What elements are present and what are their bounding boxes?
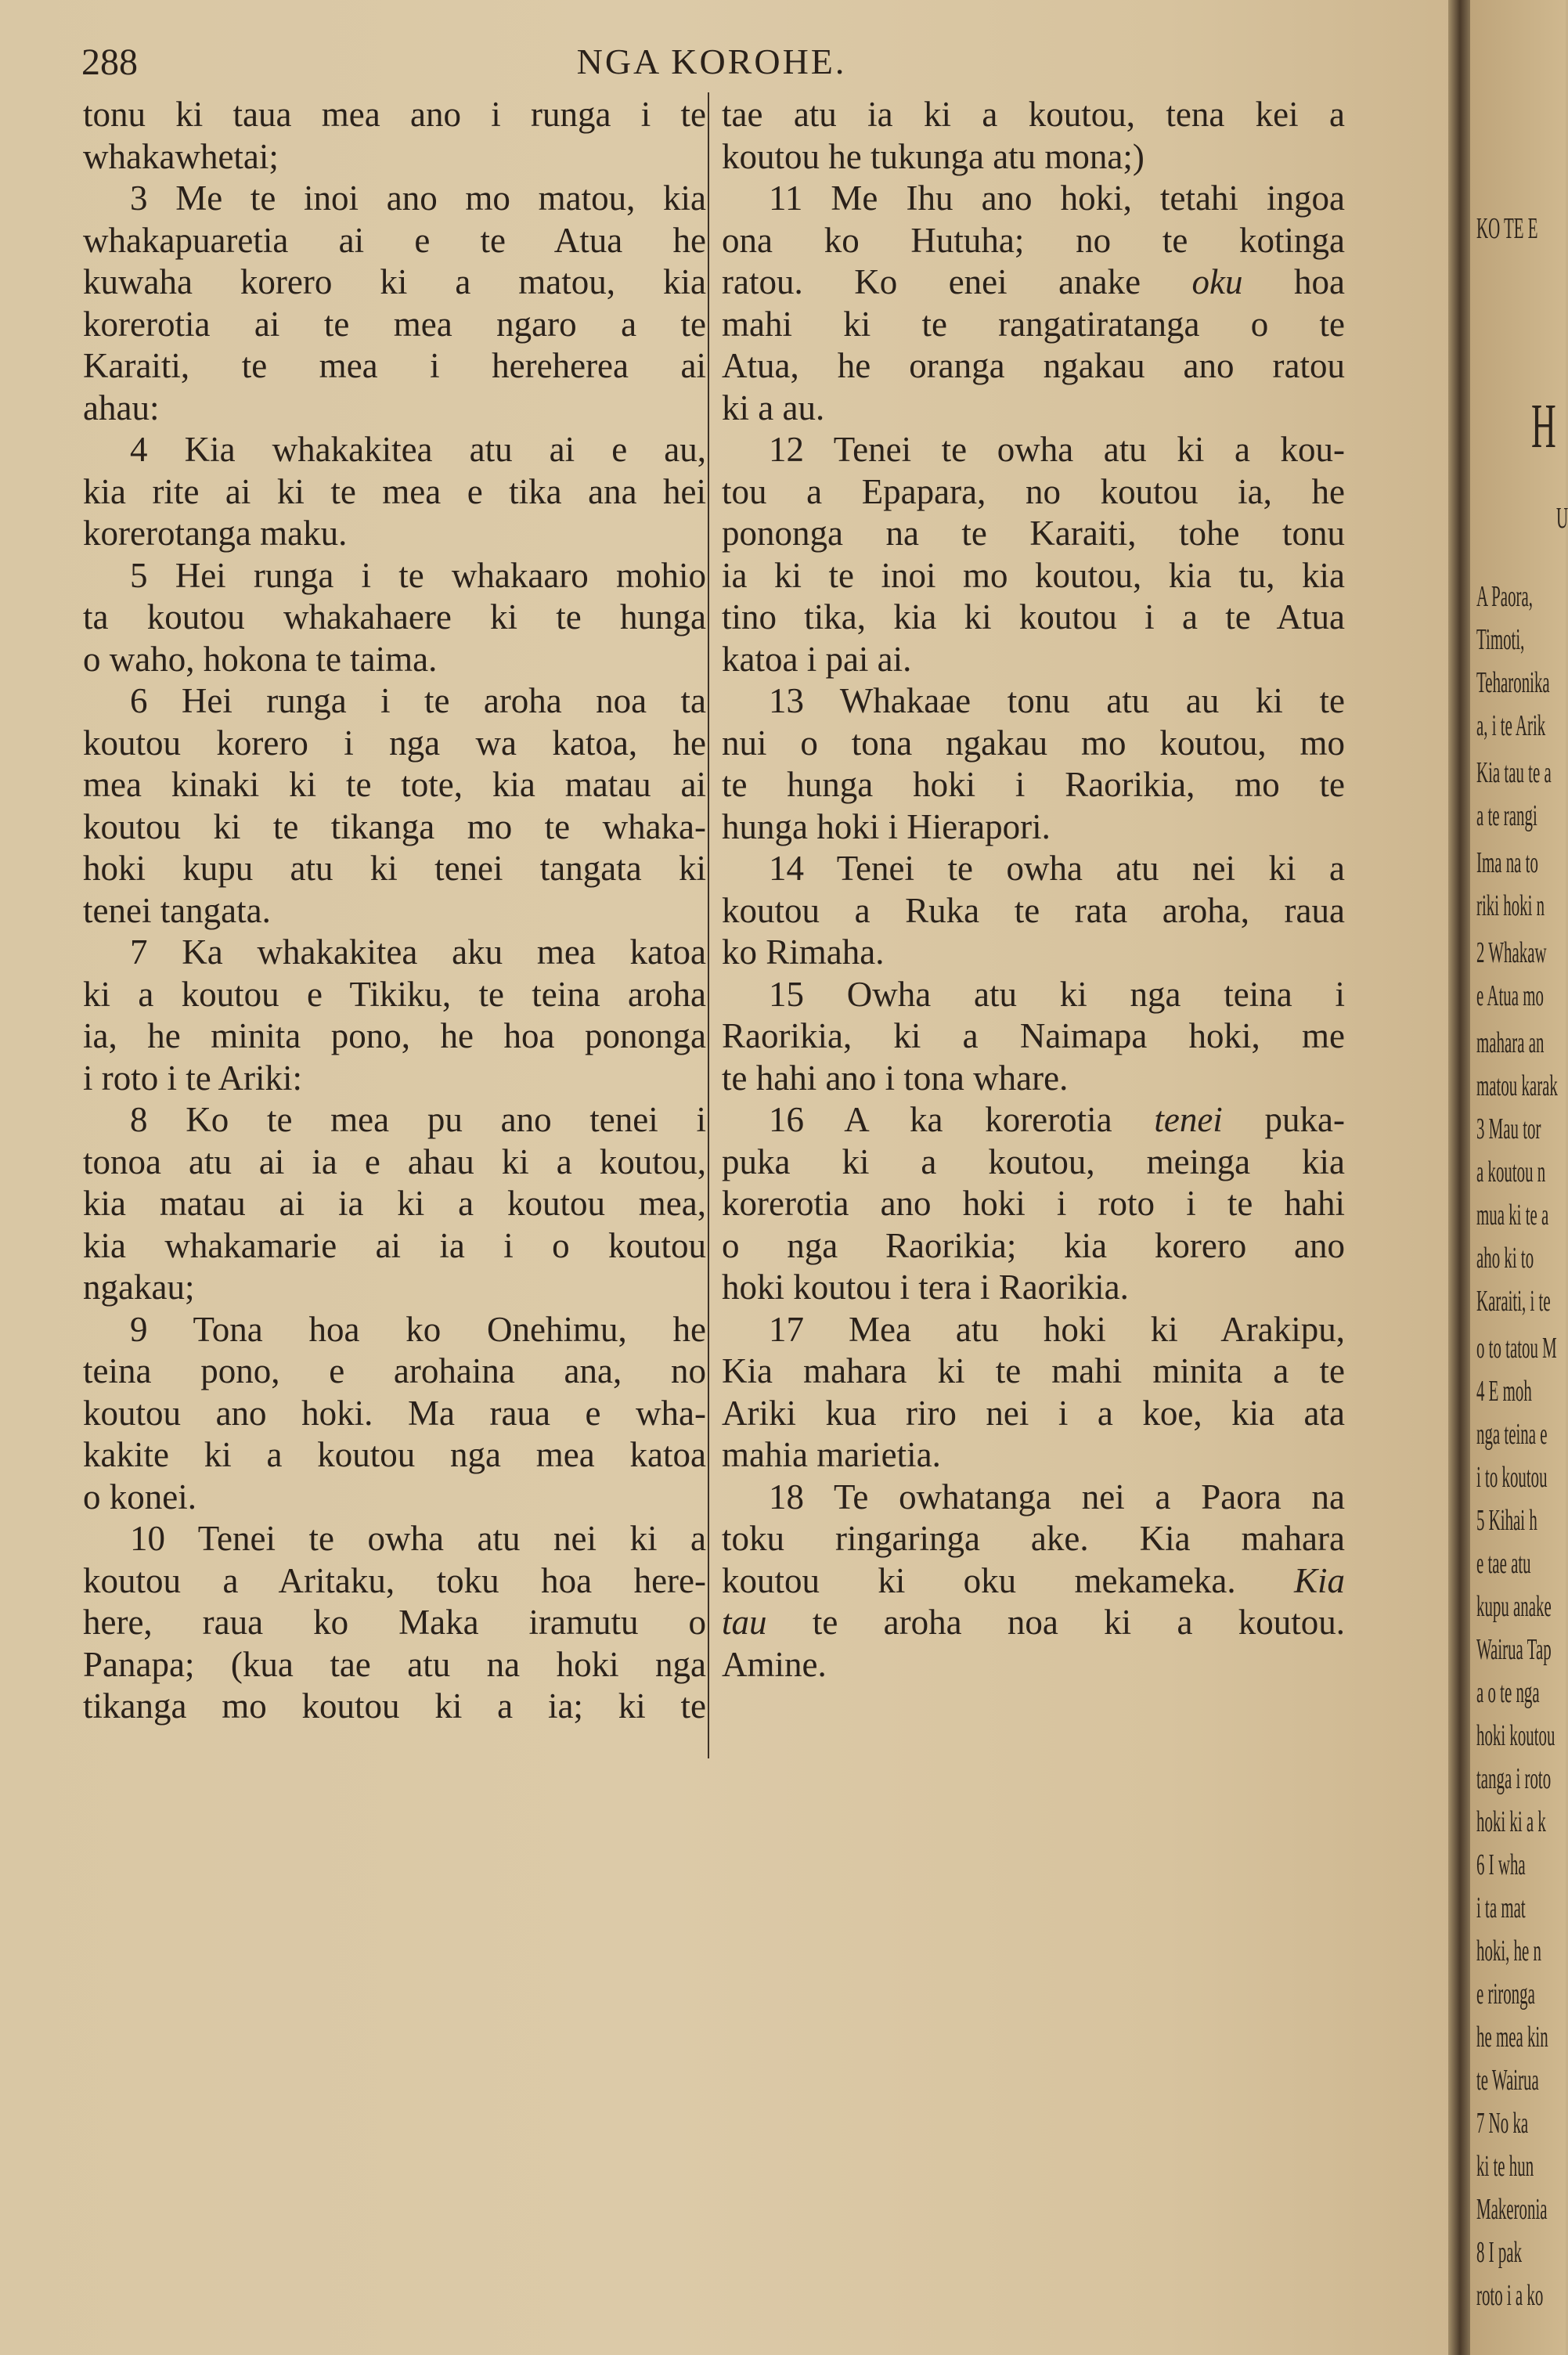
text-line: te hahi ano i tona whare. [722, 1058, 1069, 1098]
facing-page-text: Wairua Tap [1476, 1633, 1552, 1666]
text-line: koutou he tukunga atu mona;) [722, 136, 1144, 176]
text-line: puka ki a koutou, meinga kia [722, 1141, 1345, 1181]
facing-page-text: KO TE E [1476, 212, 1538, 245]
facing-page-text: riki hoki n [1476, 889, 1545, 922]
facing-page-text: 5 Kihai h [1476, 1504, 1537, 1537]
text-line: ia ki te inoi mo koutou, kia tu, kia [722, 555, 1345, 595]
text-line: koutou ki oku mekameka. Kia [722, 1560, 1345, 1600]
text-line: 6 Hei runga i te aroha noa ta [130, 681, 706, 720]
text-line: 10 Tenei te owha atu nei ki a [130, 1519, 706, 1558]
text-line: hoki koutou i tera i Raorikia. [722, 1268, 1129, 1307]
text-line: 11 Me Ihu ano hoki, tetahi ingoa [769, 179, 1345, 218]
facing-page-text: a, i te Arik [1476, 709, 1546, 742]
facing-page-text: 8 I pak [1476, 2236, 1523, 2269]
facing-page-text: matou karak [1476, 1069, 1558, 1102]
facing-page-text: Makeronia [1476, 2193, 1548, 2226]
text-line: koutou a Ruka te rata aroha, raua [722, 890, 1345, 930]
facing-page-text: hoki koutou [1476, 1719, 1555, 1752]
text-line: katoa i pai ai. [722, 639, 912, 679]
facing-page-text: te Wairua [1476, 2064, 1539, 2097]
facing-page-text: U [1556, 502, 1568, 535]
text-line: 17 Mea atu hoki ki Arakipu, [769, 1309, 1345, 1349]
text-line: i roto i te Ariki: [83, 1058, 302, 1098]
facing-page-text: a o te nga [1476, 1676, 1540, 1709]
text-line: o waho, hokona te taima. [83, 639, 438, 679]
text-line: kia whakamarie ai ia i o koutou [83, 1225, 706, 1265]
facing-page-text: mua ki te a [1476, 1199, 1549, 1232]
facing-page-text: i ta mat [1476, 1892, 1526, 1924]
text-line: Ariki kua riro nei i a koe, kia ata [722, 1393, 1345, 1433]
facing-page-text: e Atua mo [1476, 979, 1544, 1012]
facing-page-text: o to tatou M [1476, 1332, 1557, 1365]
book-gutter [1448, 0, 1472, 2355]
text-line: ngakau; [83, 1268, 195, 1307]
right-text-column [722, 94, 1345, 1686]
text-line: ona ko Hutuha; no te kotinga [722, 220, 1345, 260]
text-line: mahia marietia. [722, 1435, 941, 1474]
text-line: Atua, he oranga ngakau ano ratou [722, 346, 1345, 385]
running-title: NGA KOROHE. [576, 41, 847, 81]
text-line: kia matau ai ia ki a koutou mea, [83, 1184, 706, 1223]
text-line: ki a koutou e Tikiku, te teina aroha [83, 974, 706, 1014]
text-line: Kia mahara ki te mahi minita a te [722, 1351, 1345, 1390]
text-line: te hunga hoki i Raorikia, mo te [722, 765, 1345, 804]
facing-page-text: 6 I wha [1476, 1848, 1526, 1881]
text-line: nui o tona ngakau mo koutou, mo [722, 723, 1345, 763]
facing-page-text: hoki, he n [1476, 1935, 1542, 1967]
left-text-column [83, 94, 706, 1728]
facing-page-text: H [1531, 392, 1556, 461]
facing-page-text: e rironga [1476, 1978, 1535, 2011]
text-line: tenei tangata. [83, 890, 271, 930]
text-line: koutou ano hoki. Ma raua e wha- [83, 1393, 706, 1433]
text-line: koutou korero i nga wa katoa, he [83, 723, 706, 763]
text-line: o nga Raorikia; kia korero ano [722, 1225, 1345, 1265]
text-line: 14 Tenei te owha atu nei ki a [769, 849, 1345, 888]
text-line: 8 Ko te mea pu ano tenei i [130, 1100, 706, 1139]
facing-page-text: hoki ki a k [1476, 1805, 1546, 1838]
facing-page-edge [1470, 0, 1566, 2355]
facing-page-text: he mea kin [1476, 2021, 1548, 2054]
text-line: 5 Hei runga i te whakaaro mohio [130, 555, 706, 595]
text-line: tikanga mo koutou ki a ia; ki te [83, 1686, 706, 1726]
text-line: 4 Kia whakakitea atu ai e au, [130, 430, 706, 469]
text-line: tonoa atu ai ia e ahau ki a koutou, [83, 1141, 706, 1181]
text-line: 12 Tenei te owha atu ki a kou- [769, 430, 1345, 469]
text-line: koutou ki te tikanga mo te whaka- [83, 806, 706, 846]
facing-page-text: 2 Whakaw [1476, 936, 1547, 969]
facing-page-text: 4 E moh [1476, 1375, 1532, 1408]
text-line: 18 Te owhatanga nei a Paora na [769, 1477, 1345, 1517]
text-line: 9 Tona hoa ko Onehimu, he [130, 1309, 706, 1349]
text-line: kia rite ai ki te mea e tika ana hei [83, 471, 706, 511]
facing-page-text: i to koutou [1476, 1461, 1548, 1494]
facing-page-text: kupu anake [1476, 1590, 1552, 1623]
facing-page-text: a te rangi [1476, 799, 1537, 832]
facing-page-text: Karaiti, i te [1476, 1285, 1551, 1318]
text-line: Raorikia, ki a Naimapa hoki, me [722, 1016, 1345, 1055]
text-line: toku ringaringa ake. Kia mahara [722, 1519, 1345, 1558]
text-line: Amine. [722, 1644, 827, 1684]
text-line: pononga na te Karaiti, tohe tonu [722, 514, 1345, 553]
page-number: 288 [81, 41, 138, 83]
text-line: tonu ki taua mea ano i runga i te [83, 95, 706, 134]
text-line: Karaiti, te mea i hereherea ai [83, 346, 706, 385]
facing-page-text: Ima na to [1476, 846, 1538, 879]
text-line: tau te aroha noa ki a koutou. [722, 1603, 1345, 1642]
column-divider [708, 92, 709, 1758]
facing-page-text: Teharonika [1476, 666, 1550, 699]
text-line: Panapa; (kua tae atu na hoki nga [83, 1644, 706, 1684]
text-line: ia, he minita pono, he hoa pononga [83, 1016, 706, 1055]
facing-page-text: roto i a ko [1476, 2279, 1544, 2312]
facing-page-text: ki te hun [1476, 2150, 1534, 2183]
text-line: koutou a Aritaku, toku hoa here- [83, 1560, 706, 1600]
text-line: hoki kupu atu ki tenei tangata ki [83, 849, 706, 888]
facing-page-text: a koutou n [1476, 1156, 1546, 1188]
facing-page-text: e tae atu [1476, 1547, 1531, 1580]
facing-page-text: tanga i roto [1476, 1762, 1552, 1795]
text-line: o konei. [83, 1477, 196, 1517]
text-line: 16 A ka korerotia tenei puka- [769, 1100, 1345, 1139]
text-line: mea kinaki ki te tote, kia matau ai [83, 765, 706, 804]
text-line: tou a Epapara, no koutou ia, he [722, 471, 1345, 511]
facing-page-text: nga teina e [1476, 1418, 1548, 1451]
facing-page-text: mahara an [1476, 1026, 1545, 1059]
text-line: 7 Ka whakakitea aku mea katoa [130, 932, 706, 972]
text-line: teina pono, e arohaina ana, no [83, 1351, 706, 1390]
text-line: here, raua ko Maka iramutu o [83, 1603, 706, 1642]
text-line: mahi ki te rangatiratanga o te [722, 304, 1345, 344]
text-line: korerotanga maku. [83, 514, 348, 553]
text-line: ki a au. [722, 388, 825, 427]
facing-page-text: A Paora, [1476, 580, 1533, 613]
facing-page-text: 3 Mau tor [1476, 1113, 1541, 1145]
text-line: hunga hoki i Hierapori. [722, 806, 1051, 846]
text-line: ratou. Ko enei anake oku hoa [722, 262, 1345, 301]
text-line: whakapuaretia ai e te Atua he [83, 220, 706, 260]
text-line: tae atu ia ki a koutou, tena kei a [722, 95, 1345, 134]
text-line: ko Rimaha. [722, 932, 885, 972]
text-line: korerotia ai te mea ngaro a te [83, 304, 706, 344]
text-line: ahau: [83, 388, 160, 427]
running-head [81, 41, 1342, 88]
facing-page-text: Kia tau te a [1476, 756, 1552, 789]
text-line: korerotia ano hoki i roto i te hahi [722, 1184, 1345, 1223]
text-line: 3 Me te inoi ano mo matou, kia [130, 179, 706, 218]
text-line: tino tika, kia ki koutou i a te Atua [722, 597, 1345, 637]
text-line: 13 Whakaae tonu atu au ki te [769, 681, 1345, 720]
facing-page-text: Timoti, [1476, 623, 1525, 656]
text-line: kakite ki a koutou nga mea katoa [83, 1435, 706, 1474]
facing-page-text: 7 No ka [1476, 2107, 1529, 2140]
text-line: ta koutou whakahaere ki te hunga [83, 597, 706, 637]
text-line: whakawhetai; [83, 136, 279, 176]
text-line: 15 Owha atu ki nga teina i [769, 974, 1345, 1014]
facing-page-text: aho ki to [1476, 1242, 1534, 1275]
text-line: kuwaha korero ki a matou, kia [83, 262, 706, 301]
